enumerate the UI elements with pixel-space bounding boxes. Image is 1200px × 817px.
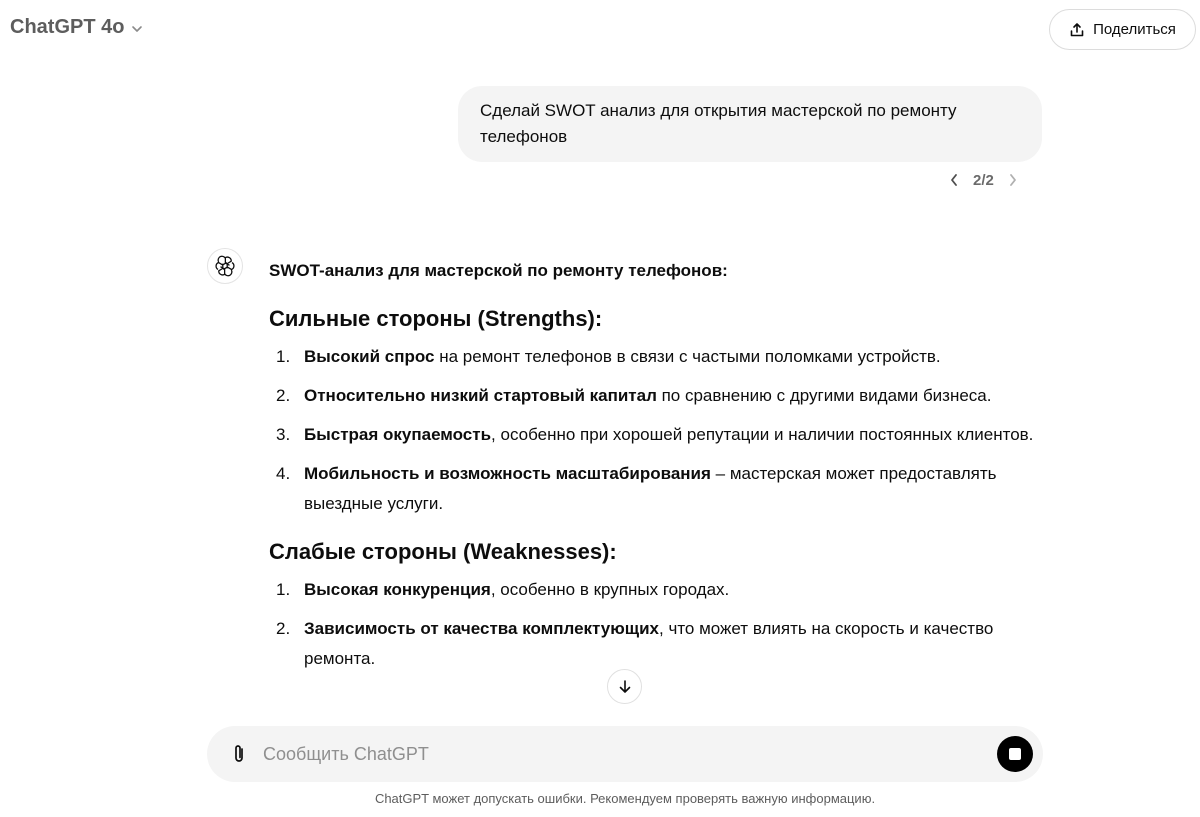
scroll-down-button[interactable] [607, 669, 642, 704]
section-heading: Слабые стороны (Weaknesses): [269, 539, 617, 564]
pager-count: 2/2 [973, 171, 994, 189]
model-switcher[interactable] [10, 16, 144, 39]
disclaimer: ChatGPT может допускать ошибки. Рекомендуем проверять важную информацию. [374, 791, 876, 806]
stop-button[interactable] [997, 736, 1033, 772]
assistant-message [269, 256, 1059, 716]
share-label: Поделиться [1093, 21, 1176, 38]
assistant-intro: SWOT-анализ для мастерской по ремонту телефонов: [269, 261, 728, 280]
list-item: 1. Высокая конкуренция, особенно в крупных городах. [276, 580, 730, 599]
openai-logo-icon [214, 255, 236, 277]
message-pager [945, 170, 1022, 190]
user-message [458, 86, 1042, 162]
stop-icon [1009, 748, 1021, 760]
strengths-list [269, 342, 1059, 519]
list-item: 2. Относительно низкий стартовый капитал по сравнению с другими видами бизнеса. [276, 386, 992, 405]
arrow-down-icon [617, 679, 633, 695]
chevron-down-icon [130, 22, 144, 36]
section-heading: Сильные стороны (Strengths): [269, 306, 603, 331]
chevron-left-icon [949, 173, 959, 187]
model-name: ChatGPT 4o [10, 16, 125, 38]
composer [207, 726, 1043, 782]
pager-next-button[interactable] [1004, 170, 1022, 190]
share-icon [1069, 22, 1085, 38]
assistant-avatar [207, 248, 243, 284]
paperclip-icon [229, 743, 249, 765]
list-item: 1. Высокий спрос на ремонт телефонов в связи с частыми поломками устройств. [276, 347, 941, 366]
chevron-right-icon [1008, 173, 1018, 187]
weaknesses-list [269, 575, 1059, 674]
message-input[interactable] [263, 740, 963, 768]
list-item: 4. Мобильность и возможность масштабирования – мастерская может предоставлять выездные услуги. [276, 464, 997, 513]
share-button[interactable] [1049, 9, 1196, 50]
user-message-text: Сделай SWOT анализ для открытия мастерской по ремонту телефонов [480, 101, 957, 146]
list-item: 3. Быстрая окупаемость, особенно при хорошей репутации и наличии постоянных клиентов. [276, 425, 1034, 444]
attach-button[interactable] [225, 740, 253, 768]
list-item: 2. Зависимость от качества комплектующих, что может влиять на скорость и качество ремонта. [276, 619, 994, 668]
pager-prev-button[interactable] [945, 170, 963, 190]
